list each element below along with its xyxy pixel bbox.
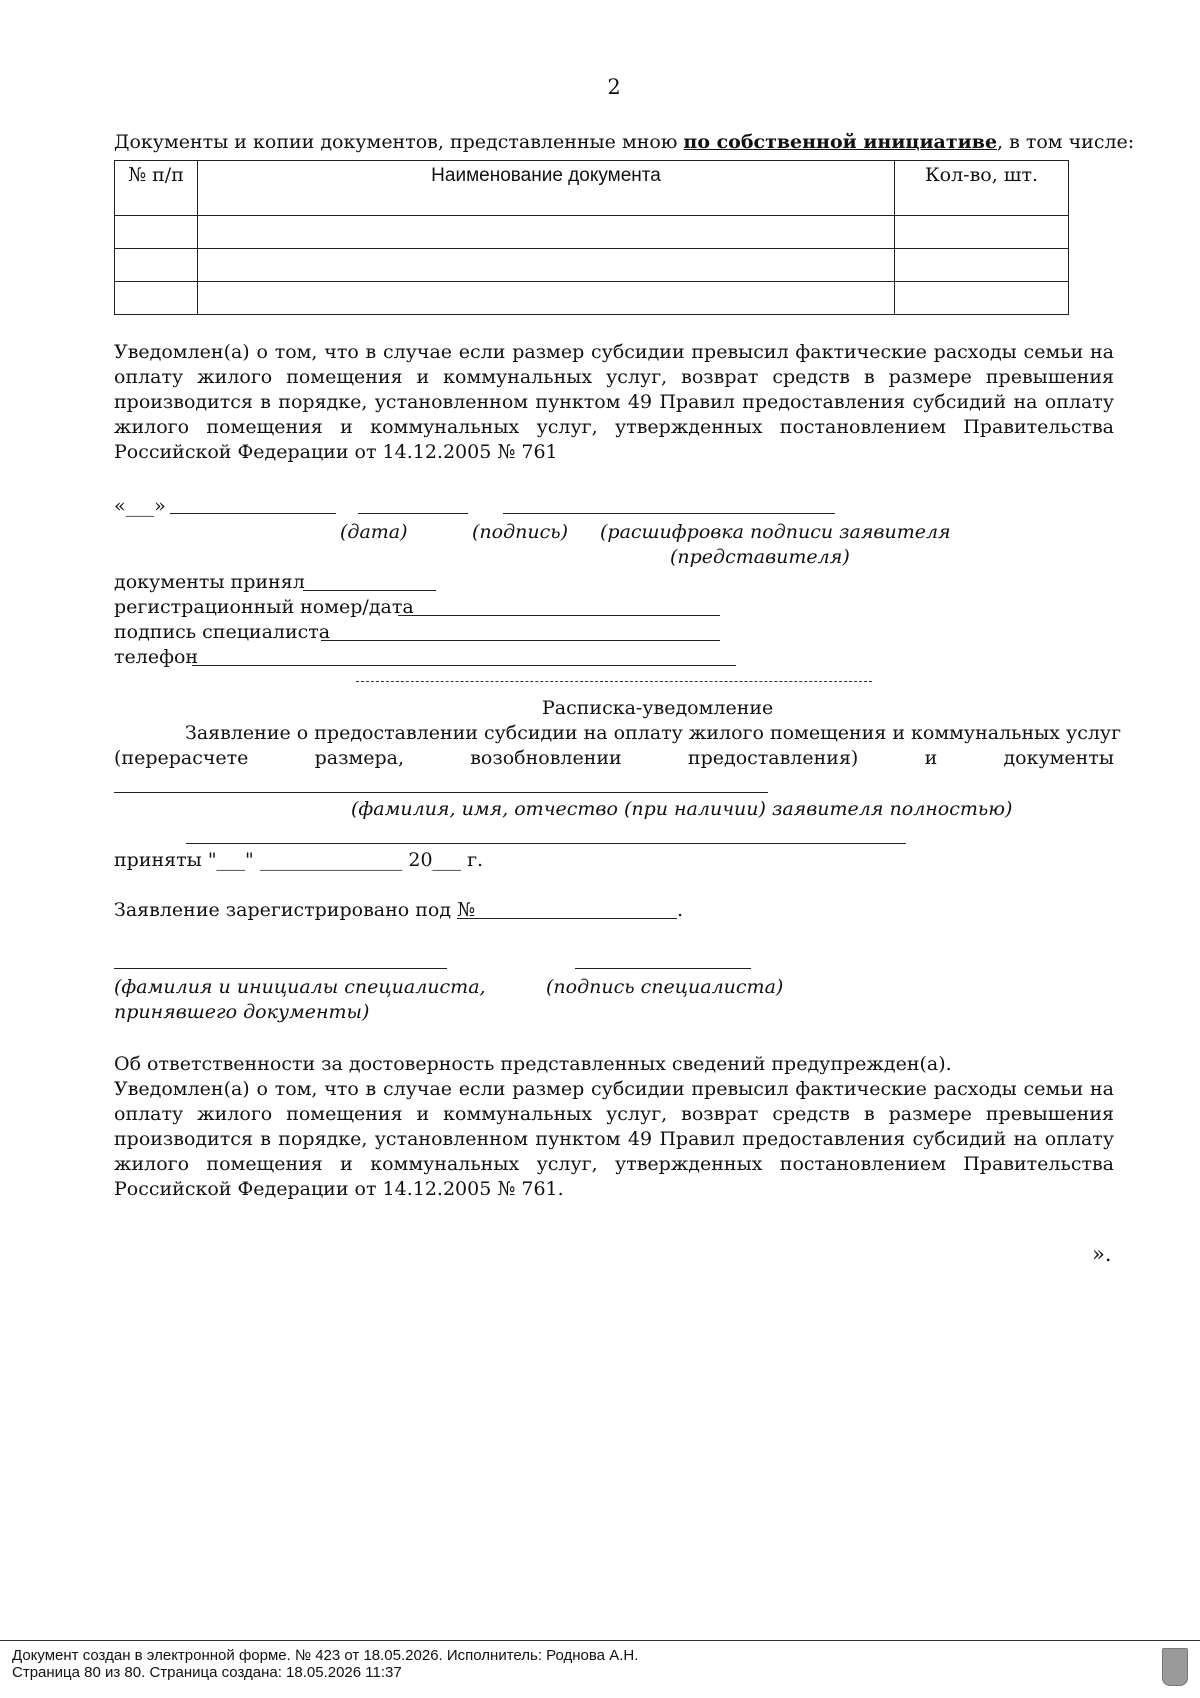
date-line[interactable]: [170, 513, 336, 514]
statement-word: размера,: [314, 747, 405, 769]
table-header-name: Наименование документа: [198, 161, 895, 216]
responsibility-statement: Об ответственности за достоверность представленных сведений предупрежден(а).: [114, 1053, 952, 1075]
cut-line: [356, 681, 872, 682]
signature-caption: (подпись): [472, 521, 569, 543]
table-row: [115, 282, 1069, 315]
table-cell[interactable]: [895, 216, 1069, 249]
phone-line[interactable]: [192, 665, 736, 666]
table-row: [115, 249, 1069, 282]
intro-tail: , в том числе:: [997, 131, 1135, 153]
signature-decode-line[interactable]: [503, 513, 835, 514]
table-cell[interactable]: [198, 282, 895, 315]
documents-intro: [114, 130, 1134, 155]
table-cell[interactable]: [198, 249, 895, 282]
registered-period: .: [677, 899, 684, 921]
specialist-name-line[interactable]: [114, 968, 447, 969]
statement-word: возобновлении: [470, 747, 622, 769]
representative-caption: (представителя): [670, 546, 850, 568]
signature-decode-caption: (расшифровка подписи заявителя: [600, 521, 951, 543]
table-cell[interactable]: [115, 249, 198, 282]
specialist-signature-caption: (подпись специалиста): [546, 976, 784, 998]
table-header-number: № п/п: [115, 161, 198, 216]
reg-number-line[interactable]: [398, 615, 720, 616]
footer-line-2: Страница 80 из 80. Страница создана: 18.05.2026 11:37: [12, 1664, 402, 1681]
accepted-date-label: приняты "___" _______________ 20___ г.: [114, 849, 484, 871]
phone-label: телефон: [114, 646, 199, 668]
applicant-name-line[interactable]: [114, 792, 768, 793]
registered-number-line[interactable]: [457, 918, 677, 919]
statement-word: и: [924, 747, 938, 769]
table-cell[interactable]: [198, 216, 895, 249]
table-cell[interactable]: [115, 216, 198, 249]
specialist-signature-line[interactable]: [575, 968, 751, 969]
table-row: [115, 216, 1069, 249]
specialist-sign-line[interactable]: [321, 640, 720, 641]
receipt-statement: Заявление о предоставлении субсидии на оплату жилого помещения и коммунальных услуг: [185, 722, 1122, 744]
date-field: «___»: [114, 495, 166, 517]
documents-table: [114, 160, 1069, 315]
date-caption: (дата): [340, 521, 408, 543]
accepted-by-line[interactable]: [303, 590, 436, 591]
page-number: 2: [607, 75, 621, 99]
registered-label: Заявление зарегистрировано под №: [114, 899, 476, 921]
intro-text: Документы и копии документов, представленные мною: [114, 131, 684, 153]
statement-word: (перерасчете: [114, 747, 249, 769]
accepted-by-label: документы принял: [114, 571, 305, 593]
footer-line-1: Документ создан в электронной форме. № 423 от 18.05.2026. Исполнитель: Роднова А.Н.: [12, 1647, 639, 1664]
specialist-sign-label: подпись специалиста: [114, 621, 331, 643]
signature-line[interactable]: [358, 513, 468, 514]
intro-emphasis: по собственной инициативе: [683, 131, 998, 153]
receipt-title: Расписка-уведомление: [542, 697, 774, 719]
table-cell[interactable]: [895, 282, 1069, 315]
notice-paragraph: Уведомлен(а) о том, что в случае если размер субсидии превысил фактические расходы семьи на оплату жилого помещения и коммунальных услуг, возврат средств в размере превышения производится в порядке, установленном пунктом 49 Правил предоставления субсидий на оплату жилого помещения и коммунальных услуг, утвержденных постановлением Правительства Российской Федерации от 14.12.2005 № 761: [114, 341, 1114, 463]
specialist-name-caption-2: принявшего документы): [114, 1001, 370, 1023]
statement-word: предоставления): [687, 747, 859, 769]
statement-word: документы: [1003, 747, 1114, 769]
reg-number-label: регистрационный номер/дата: [114, 596, 414, 618]
table-header-count: Кол-во, шт.: [895, 161, 1069, 216]
applicant-name-caption: (фамилия, имя, отчество (при наличии) заявителя полностью): [351, 798, 1013, 820]
table-cell[interactable]: [115, 282, 198, 315]
emblem-icon: [1162, 1648, 1188, 1686]
notice-paragraph-2: Уведомлен(а) о том, что в случае если размер субсидии превысил фактические расходы семьи на оплату жилого помещения и коммунальных услуг, возврат средств в размере превышения производится в порядке, установленном пунктом 49 Правил предоставления субсидий на оплату жилого помещения и коммунальных услуг, утвержденных постановлением Правительства Российской Федерации от 14.12.2005 № 761.: [114, 1078, 1114, 1200]
receipt-statement-continued: [114, 746, 1114, 771]
table-cell[interactable]: [895, 249, 1069, 282]
closing-quote: ».: [1092, 1242, 1112, 1266]
document-footer: [0, 1640, 1200, 1681]
specialist-name-caption: (фамилия и инициалы специалиста,: [114, 976, 486, 998]
applicant-name-line-2[interactable]: [186, 843, 906, 844]
